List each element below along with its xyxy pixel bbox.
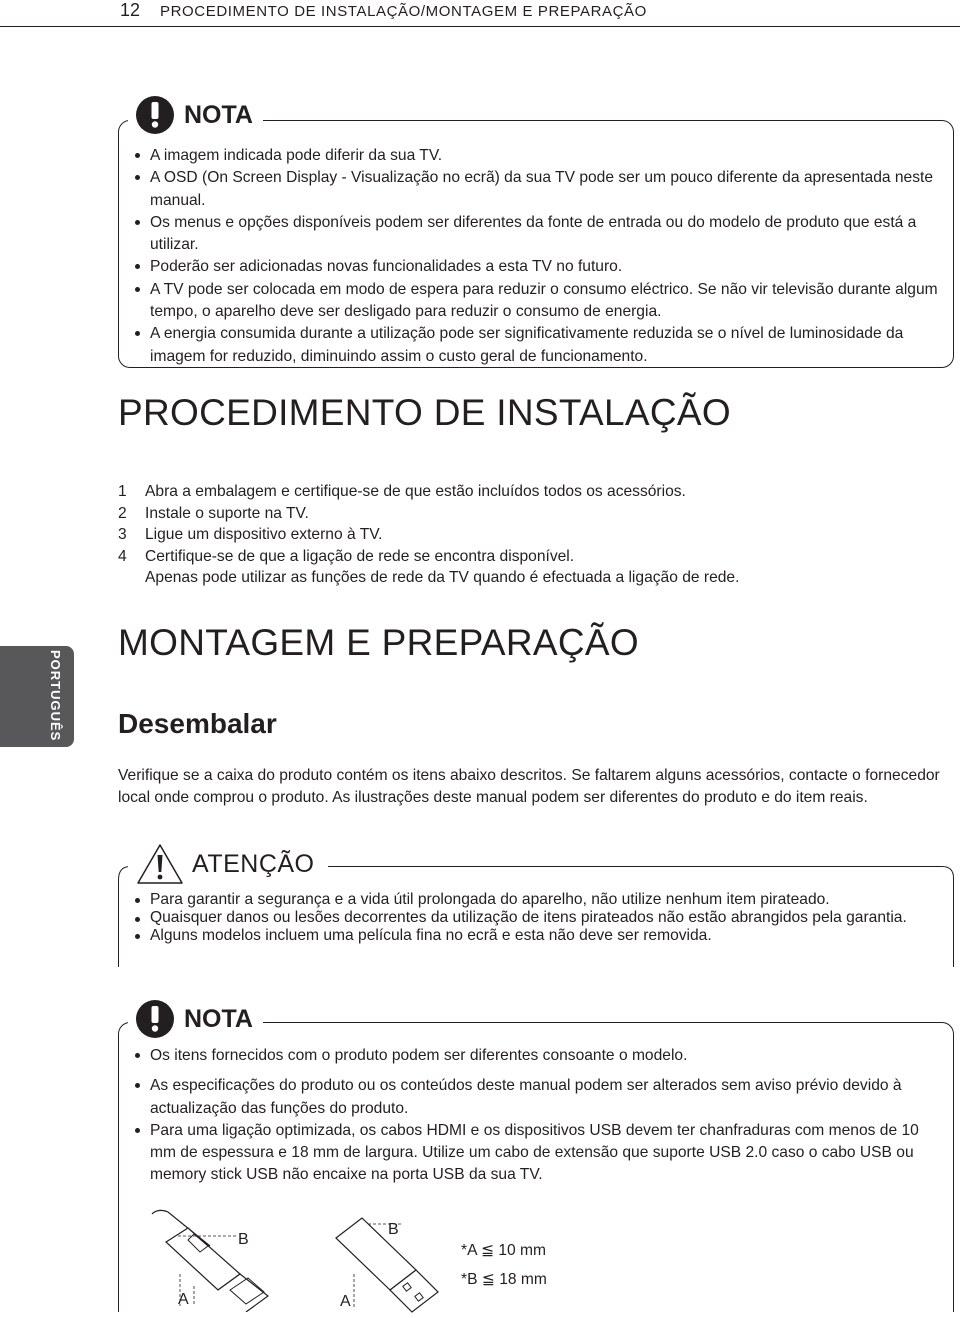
exclamation-icon xyxy=(136,96,174,134)
language-label: PORTUGUÊS xyxy=(48,650,63,742)
note-label: NOTA xyxy=(184,1004,253,1033)
step-number: 4 xyxy=(118,547,127,565)
list-item: Para garantir a segurança e a vida útil prolongada do aparelho, não utilize nenhum item pirateado. xyxy=(150,890,946,909)
usb-stick-illustration xyxy=(332,1214,462,1314)
step-item xyxy=(118,524,938,546)
list-item: A energia consumida durante a utilização pode ser significativamente reduzida se o nível de luminosidade da imagem for reduzido, diminuindo assim o custo geral de funcionamento. xyxy=(150,323,946,368)
list-item: As especificações do produto ou os conteúdos deste manual podem ser alterados sem aviso prévio devido à actualização das funções do produto. xyxy=(150,1075,946,1120)
note-list xyxy=(150,145,946,368)
step-item xyxy=(118,481,938,503)
step-item xyxy=(118,546,938,568)
step-text: Apenas pode utilizar as funções de rede da TV quando é efectuada a ligação de rede. xyxy=(145,569,740,586)
dimension-label-b: B xyxy=(388,1221,399,1238)
dimension-label-b: B xyxy=(238,1231,249,1248)
list-item: Quaisquer danos ou lesões decorrentes da utilização de itens pirateados não estão abrangidos pela garantia. xyxy=(150,909,946,926)
header-rule xyxy=(0,26,960,27)
caution-header xyxy=(128,843,325,885)
unpacking-paragraph: Verifique se a caixa do produto contém os itens abaixo descritos. Se faltarem alguns acessórios, contacte o fornecedor local onde comprou o produto. As ilustrações deste manual podem ser diferentes do produto e do item reais. xyxy=(118,767,940,807)
step-item-continuation xyxy=(118,567,938,589)
running-header: PROCEDIMENTO DE INSTALAÇÃO/MONTAGEM E PREPARAÇÃO xyxy=(160,3,647,20)
dimension-a-spec: *A ≦ 10 mm xyxy=(461,1242,546,1259)
list-item: Alguns modelos incluem uma película fina no ecrã e esta não deve ser removida. xyxy=(150,926,946,945)
step-item xyxy=(118,503,938,525)
unpacking-subtitle: Desembalar xyxy=(118,708,277,739)
step-text: Certifique-se de que a ligação de rede se encontra disponível. xyxy=(145,547,575,565)
caution-label: ATENÇÃO xyxy=(192,849,315,878)
note-label: NOTA xyxy=(184,100,253,129)
note-header xyxy=(128,96,263,134)
language-side-tab xyxy=(0,646,74,747)
step-text: Ligue um dispositivo externo à TV. xyxy=(145,526,383,543)
note-header xyxy=(128,1000,263,1038)
list-item: Para uma ligação optimizada, os cabos HDMI e os dispositivos USB devem ter chanfraduras com menos de 10 mm de espessura e 18 mm de largura. Utilize um cabo de extensão que suporte USB 2.0 caso o cabo USB ou memory stick USB não encaixe na porta USB da sua TV. xyxy=(150,1120,946,1187)
caution-list xyxy=(150,890,946,945)
hdmi-connector-illustration xyxy=(148,1206,298,1312)
list-item: Os itens fornecidos com o produto podem ser diferentes consoante o modelo. xyxy=(150,1045,946,1067)
exclamation-icon xyxy=(136,1000,174,1038)
note-list xyxy=(150,1045,946,1187)
warning-triangle-icon xyxy=(136,843,184,885)
list-item: A TV pode ser colocada em modo de espera para reduzir o consumo eléctrico. Se não vir televisão durante algum tempo, o aparelho deve ser desligado para reduzir o consumo de energia. xyxy=(150,279,946,324)
list-item: Poderão ser adicionadas novas funcionalidades a esta TV no futuro. xyxy=(150,256,946,278)
list-item: A imagem indicada pode diferir da sua TV. xyxy=(150,145,946,167)
step-text: Instale o suporte na TV. xyxy=(145,504,309,522)
installation-steps xyxy=(118,481,938,589)
step-number: 2 xyxy=(118,504,127,522)
assembly-title: MONTAGEM E PREPARAÇÃO xyxy=(118,622,639,663)
dimension-b-spec: *B ≦ 18 mm xyxy=(461,1271,547,1288)
step-text: Abra a embalagem e certifique-se de que estão incluídos todos os acessórios. xyxy=(145,483,686,500)
page-number: 12 xyxy=(120,0,141,20)
list-item: Os menus e opções disponíveis podem ser diferentes da fonte de entrada ou do modelo de produto que está a utilizar. xyxy=(150,212,946,257)
step-number: 3 xyxy=(118,526,127,543)
step-number: 1 xyxy=(118,483,127,500)
dimension-label-a: A xyxy=(340,1293,351,1310)
dimension-label-a: A xyxy=(178,1291,189,1308)
list-item: A OSD (On Screen Display - Visualização no ecrã) da sua TV pode ser um pouco diferente da apresentada neste manual. xyxy=(150,167,946,212)
installation-title: PROCEDIMENTO DE INSTALAÇÃO xyxy=(118,392,731,433)
